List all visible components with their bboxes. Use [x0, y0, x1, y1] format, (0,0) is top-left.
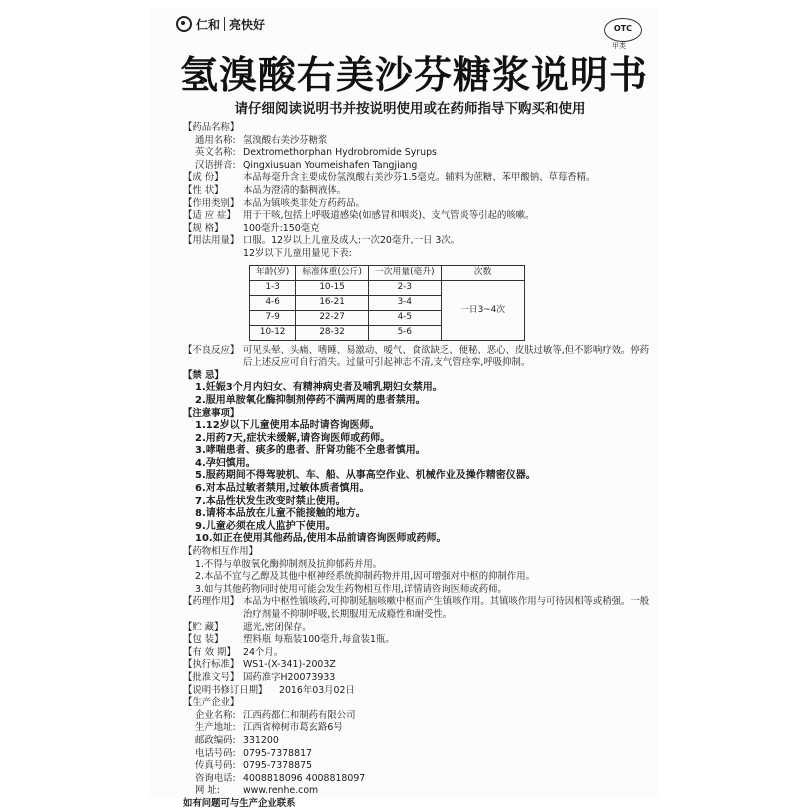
caution-item: 10.如正在使用其他药品,使用本品前请咨询医师或药师。 [195, 533, 447, 545]
standard-label: 【 执行标准 】 [183, 659, 243, 672]
web-text: www.renhe.com [243, 785, 319, 797]
usage-text-2: 12岁以下儿童用量见下表: [243, 247, 352, 259]
caution-item: 2.用药7天,症状未缓解,请咨询医师或药师。 [195, 432, 391, 444]
interaction-item: 3.如与其他药物同时使用可能会发生药物相互作用,详情请咨询医师或药师。 [195, 583, 507, 595]
interaction-label: 【 药物相互作用 】 [183, 546, 263, 559]
character-text: 本品为澄清的黏稠液体。 [243, 184, 347, 196]
indication-label: 【 适 应 症 】 [183, 210, 243, 223]
storage-text: 遮光,密闭保存。 [243, 621, 312, 633]
page-title: 氢溴酸右美沙芬糖浆说明书 [180, 53, 649, 97]
weight-cell: 28-32 [296, 325, 369, 340]
age-cell: 7-9 [250, 310, 296, 325]
hotline-text: 4008818096 4008818097 [243, 772, 366, 784]
contraindication-item: 1.妊娠3个月内妇女、有精神病史者及哺乳期妇女禁用。 [195, 382, 443, 394]
fax-label: 传真号码: [195, 760, 236, 772]
dose-cell: 5-6 [368, 325, 441, 340]
pharmacology-text: 本品为中枢性镇咳药,可抑制延脑咳嗽中枢而产生镇咳作用。其镇咳作用与可待因相等或稍强。一般治疗剂量不抑制呼吸,长期服用无成瘾性和耐受性。 [243, 596, 650, 620]
col-age: 年龄(岁) [250, 265, 296, 280]
caution-item: 9.儿童必须在成人监护下使用。 [195, 520, 336, 532]
address-text: 江西省樟树市葛玄路6号 [243, 722, 343, 734]
address-label: 生产地址: [195, 722, 236, 734]
caution-item: 6.对本品过敏者禁用,过敏体质者慎用。 [195, 483, 370, 495]
caution-item: 7.本品性状发生改变时禁止使用。 [195, 495, 346, 507]
storage-label: 【 贮 藏 】 [183, 622, 243, 635]
col-dose: 一次用量(毫升) [368, 265, 441, 280]
otc-badge: OTC [604, 18, 642, 42]
caution-item: 8.请将本品放在儿童不能接触的地方。 [195, 508, 366, 520]
frequency-cell: 一日3~4次 [441, 280, 524, 340]
english-name: Dextromethorphan Hydrobromide Syrups [243, 147, 437, 159]
caution-item: 4.孕妇慎用。 [195, 457, 256, 469]
spec-label: 【 规 格 】 [183, 223, 243, 236]
character-label: 【 性 状 】 [183, 185, 243, 198]
fax-text: 0795-7378875 [243, 760, 312, 772]
contraindication-label: 【 禁 忌 】 [183, 370, 243, 383]
revision-label: 【 说明书修订日期 】 [183, 685, 279, 698]
company-text: 江西药都仁和制药有限公司 [243, 709, 356, 721]
col-weight: 标准体重(公斤) [296, 265, 369, 280]
otc-class: 甲类 [612, 42, 626, 50]
dose-cell: 2-3 [368, 280, 441, 295]
company-label: 企业名称: [195, 709, 236, 721]
age-cell: 10-12 [250, 325, 296, 340]
dosage-table-header [250, 265, 525, 280]
leaflet-body [183, 122, 653, 811]
zip-text: 331200 [243, 734, 279, 746]
caution-item: 3.哮喘患者、痰多的患者、肝肾功能不全患者慎用。 [195, 445, 426, 457]
age-cell: 1-3 [250, 280, 296, 295]
names-label: 【 药品名称 】 [183, 122, 243, 135]
age-cell: 4-6 [250, 295, 296, 310]
phone-text: 0795-7378817 [243, 747, 312, 759]
approval-text: 国药准字H20073933 [243, 671, 336, 683]
manufacturer-label: 【 生产企业 】 [183, 697, 243, 710]
brand-left: 仁和 [196, 17, 221, 32]
package-label: 【 包 装 】 [183, 634, 243, 647]
contact-footer: 如有问题可与生产企业联系 [183, 797, 296, 809]
brand-logo [176, 14, 265, 34]
package-text: 塑料瓶 每瓶装100毫升,每盒装1瓶。 [243, 634, 395, 646]
col-frequency: 次数 [441, 265, 524, 280]
category-text: 本品为镇咳类非处方药药品。 [243, 197, 365, 209]
adverse-label: 【 不良反应 】 [183, 345, 243, 370]
brand-right: 亮快好 [229, 17, 266, 32]
pharmacology-label: 【 药理作用 】 [183, 596, 243, 621]
common-name-label: 通用名称: [195, 134, 236, 146]
caution-label: 【 注意事项 】 [183, 408, 243, 421]
validity-text: 24个月。 [243, 646, 284, 658]
dose-cell: 3-4 [368, 295, 441, 310]
spec-text: 100毫升:150毫克 [243, 222, 320, 234]
table-row [250, 280, 525, 295]
dose-cell: 4-5 [368, 310, 441, 325]
renhe-logo-icon [176, 16, 192, 32]
usage-text: 口服。12岁以上儿童及成人:一次20毫升,一日 3次。 [243, 235, 461, 247]
page-subtitle: 请仔细阅读说明书并按说明使用或在药师指导下购买和使用 [234, 101, 586, 117]
weight-cell: 16-21 [296, 295, 369, 310]
pinyin-label: 汉语拼音: [195, 159, 236, 171]
composition-label: 【 成 份 】 [183, 172, 243, 185]
english-name-label: 英文名称: [195, 147, 236, 159]
revision-text: 2016年03月02日 [279, 684, 355, 696]
standard-text: WS1-(X-341)-2003Z [243, 659, 336, 671]
validity-label: 【 有 效 期 】 [183, 647, 243, 660]
adverse-text: 可见头晕、头痛、嗜睡、易激动、嗳气、食欲缺乏、便秘、恶心、皮肤过敏等,但不影响疗效。停药后上述反应可自行消失。过量可引起神志不清,支气管痉挛,呼吸抑制。 [243, 344, 650, 369]
caution-item: 1.12岁以下儿童使用本品时请咨询医师。 [195, 420, 380, 432]
weight-cell: 10-15 [296, 280, 369, 295]
caution-item: 5.服药期间不得驾驶机、车、船、从事高空作业、机械作业及操作精密仪器。 [195, 470, 536, 482]
category-label: 【 作用类别 】 [183, 198, 243, 211]
pinyin-name: Qingxiusuan Youmeishafen Tangjiang [243, 159, 418, 171]
usage-label: 【 用法用量 】 [183, 235, 243, 248]
brand-divider [224, 17, 225, 31]
contraindication-item: 2.服用单胺氧化酶抑制剂停药不满两周的患者禁用。 [195, 394, 426, 406]
interaction-item: 2.本品不宜与乙醇及其他中枢神经系统抑制药物并用,因可增强对中枢的抑制作用。 [195, 571, 536, 583]
composition-text: 本品每毫升含主要成份氢溴酸右美沙芬1.5毫克。辅料为蔗糖、苯甲酸钠、草莓香精。 [243, 172, 596, 184]
weight-cell: 22-27 [296, 310, 369, 325]
web-label: 网 址: [195, 785, 220, 797]
indication-text: 用于干咳,包括上呼吸道感染(如感冒和咽炎)、支气管炎等引起的咳嗽。 [243, 210, 535, 222]
zip-label: 邮政编码: [195, 734, 236, 746]
approval-label: 【 批准文号 】 [183, 672, 243, 685]
hotline-label: 咨询电话: [195, 772, 236, 784]
dosage-table [249, 265, 525, 341]
common-name: 氢溴酸右美沙芬糖浆 [243, 134, 328, 146]
interaction-item: 1.不得与单胺氧化酶抑制剂及抗抑郁药并用。 [195, 558, 383, 570]
phone-label: 电话号码: [195, 747, 236, 759]
